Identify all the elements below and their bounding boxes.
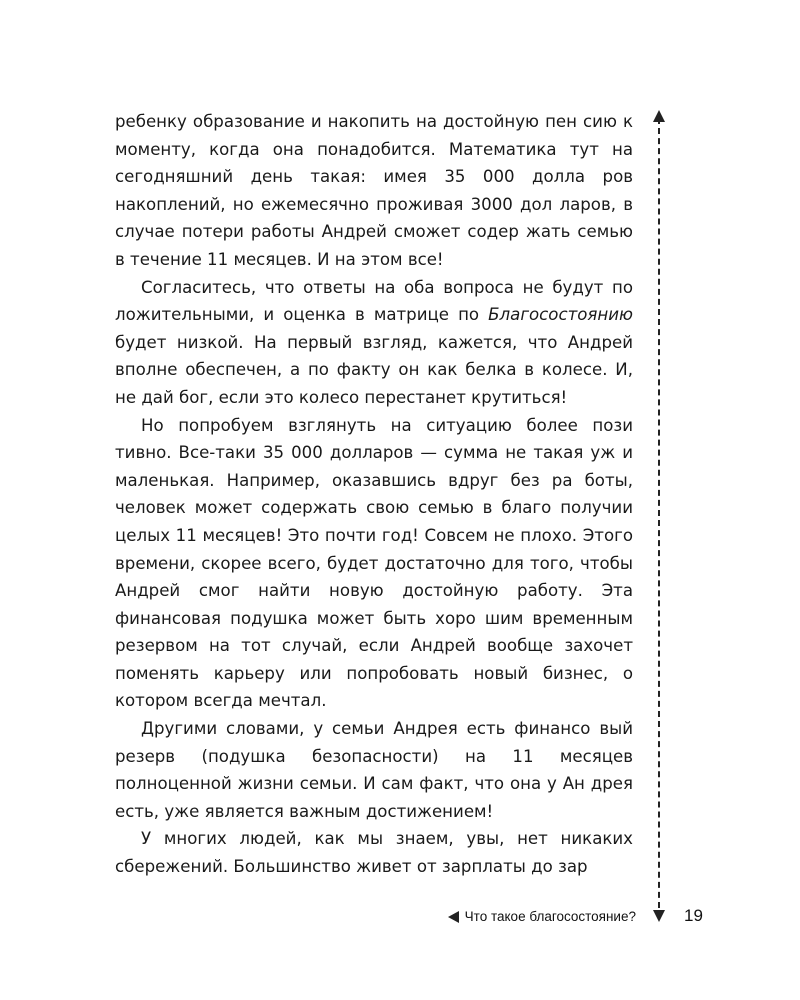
text-line: ларов, в случае потери работы Андрей сможет содер [115,194,633,242]
dashed-scroll-line [658,118,660,918]
paragraph-2 [115,274,633,412]
text-line: Но попробуем взглянуть на ситуацию более пози [141,415,633,435]
text-line: для того, чтобы Андрей смог найти новую достойную [115,553,633,601]
text-line: тивно. Все-таки 35 000 долларов — сумма не такая [115,443,591,463]
body-text [115,108,633,881]
italic-term: Благосостоянию [488,305,633,325]
text-line: тут на сегодняшний день такая: имея 35 000 долла [115,139,633,187]
chapter-title: Что такое благосостояние? [464,909,636,924]
text-line: У многих людей, как мы знаем, увы, нет никаких [141,829,633,849]
text-line: боты, человек может содержать свою семью в благо [115,470,633,518]
text-line: шим временным резервом на тот случай, если Андрей [115,608,633,656]
text-line: вполне обеспечен, а по факту он как белка в колесе. [115,360,616,380]
text-line: полноценной жизни семьи. И сам факт, что она у Ан [115,774,585,794]
left-triangle-icon [448,911,459,923]
text-line: ложительными, и оценка в матрице по [115,305,489,325]
page-number: 19 [684,906,703,925]
text-line: ребенку образование и накопить на достойную пен [115,112,577,131]
paragraph-1 [115,108,633,274]
text-line: сию к моменту, когда она понадобится. Математика [115,112,633,159]
text-line: И, не дай бог, если это колесо перестанет крутиться! [115,360,633,407]
text-line: ров накоплений, но ежемесячно проживая 3000 дол [115,167,633,214]
running-footer [448,909,636,924]
text-line: работу. Эта финансовая подушка может быть хоро [115,581,633,628]
paragraph-3 [115,412,633,716]
text-line: Другими словами, у семьи Андрея есть финансо [141,719,591,739]
text-line: получии целых 11 месяцев! Это почти год! Совсем не [115,498,634,545]
paragraph-4 [115,715,633,825]
text-line: вообще захочет поменять карьеру или попробовать [115,636,633,683]
text-line: плохо. Этого времени, скорее всего, будет достаточно [115,525,634,573]
text-line: сбережений. Большинство живет от зарплаты до зар [115,857,588,877]
text-line: новый бизнес, о котором всегда мечтал. [115,663,633,711]
arrow-down-icon [653,910,665,922]
text-line: жать семью в течение 11 месяцев. И на этом все! [115,222,633,269]
text-line: будет низкой. На первый взгляд, кажется, что Андрей [115,332,633,352]
paragraph-5 [115,825,633,880]
text-line: уж и маленькая. Например, оказавшись вдруг без ра [115,443,633,490]
text-line: вый резерв (подушка безопасности) на 11 месяцев [115,719,634,766]
text-line: дрея есть, уже является важным достижением! [115,774,633,821]
text-line: Согласитесь, что ответы на оба вопроса не будут по [141,277,633,297]
